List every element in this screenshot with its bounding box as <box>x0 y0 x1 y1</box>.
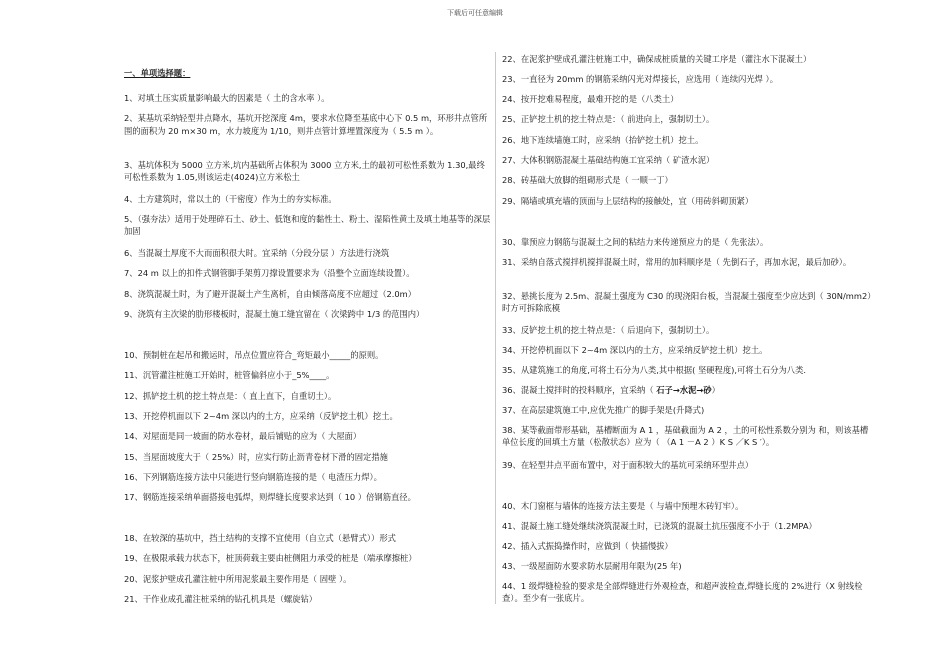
question-9: 9、浇筑有主次梁的肋形楼板时，混凝土施工缝宜留在（ 次梁跨中 1/3 的范围内） <box>124 309 425 319</box>
question-17: 17、钢筋连接采纳单面搭接电弧焊，则焊缝长度要求达到（ 10 ）倍钢筋直径。 <box>124 492 416 502</box>
question-42: 42、插入式振捣操作时，应做到（ 快插慢拔） <box>502 541 673 551</box>
question-11: 11、沉管灌注桩施工开始时，桩管偏斜应小于_5%____。 <box>124 370 335 380</box>
question-25: 25、正铲挖土机的挖土特点是：（ 前进向上，强制切土）。 <box>502 114 715 124</box>
question-36-prefix: 36、混凝土搅拌时的投料顺序，宜采纳（ <box>502 385 657 395</box>
question-28: 28、砖基础大放脚的组砌形式是（ 一顺一丁） <box>502 175 673 185</box>
question-40: 40、木门窗框与墙体的连接方法主要是（ 与墙中预埋木砖钉牢）。 <box>502 501 744 511</box>
question-10: 10、预制桩在起吊和搬运时，吊点位置应符合_弯矩最小_____的原则。 <box>124 350 384 360</box>
question-4: 4、土方建筑时，常以土的（干密度）作为土的夯实标准。 <box>124 194 337 204</box>
question-13: 13、开挖停机面以下 2~4m 深以内的土方，应采纳（反铲挖土机）挖土。 <box>124 411 398 421</box>
question-29: 29、隔墙或填充墙的顶面与上层结构的接触处，宜（用砖斜砌顶紧） <box>502 196 754 206</box>
question-26: 26、地下连续墙施工时，应采纳（抬铲挖土机）挖土。 <box>502 135 704 145</box>
question-27: 27、大体积钢筋混凝土基础结构施工宜采纳（ 矿渣水泥） <box>502 155 715 165</box>
question-36-suffix: ） <box>711 385 720 395</box>
question-44: 44、1 级焊缝检验的要求是全部焊缝进行外观检查，和超声波检查,焊缝长度的 2%进行（X 射线检查）。至少有一张底片。 <box>502 581 863 603</box>
question-39: 39、在轻型井点平面布置中，对于面积较大的基坑可采纳环型井点） <box>502 460 754 470</box>
question-6: 6、当混凝土厚度不大而面积很大时。宜采纳（分段分层 ）方法进行浇筑 <box>124 248 390 258</box>
question-18: 18、在较深的基坑中，挡土结构的支撑不宜使用（自立式（悬臂式））形式 <box>124 533 396 543</box>
column-divider <box>495 52 496 604</box>
question-31: 31、采纳自落式搅拌机搅拌混凝土时，常用的加料顺序是（ 先倒石子，再加水泥，最后加砂）。 <box>502 257 852 267</box>
question-30: 30、靠预应力钢筋与混凝土之间的粘结力来传递预应力的是（ 先张法）。 <box>502 237 769 247</box>
section-title: 一、单项选择题： <box>124 68 191 78</box>
question-22: 22、在泥浆护壁成孔灌注桩施工中，确保成桩质量的关键工序是（灌注水下混凝土） <box>502 54 812 64</box>
question-36 <box>502 384 874 396</box>
question-35: 35、从建筑施工的角度,可将土石分为八类,其中根据( 坚硬程度),可将土石分为八类. <box>502 365 807 375</box>
question-20: 20、泥浆护壁成孔灌注桩中所用泥浆最主要作用是（ 固壁 ）。 <box>124 574 352 584</box>
question-16: 16、下列钢筋连接方法中只能进行竖向钢筋连接的是（ 电渣压力焊）。 <box>124 472 382 482</box>
question-23: 23、一直径为 20mm 的钢筋采纳闪光对焊接长，应选用（ 连续闪光焊 ）。 <box>502 74 778 84</box>
question-2: 2、某基坑采纳轻型井点降水，基坑开挖深度 4m，要求水位降至基底中心下 0.5 m，环形井点管所围的面积为 20 m×30 m，水力坡度为 1/10，则井点管计算埋置深度为（ 5.5 m ）。 <box>124 113 488 136</box>
question-19: 19、在极限承载力状态下，桩顶荷载主要由桩侧阻力承受的桩是（端承摩擦桩） <box>124 553 417 563</box>
question-36-answer: 石子→水泥→砂 <box>656 385 712 395</box>
question-37: 37、在高层建筑施工中,应优先推广的脚手架是(升降式) <box>502 405 705 415</box>
question-33: 33、反铲挖土机的挖土特点是：（ 后退向下，强制切土）。 <box>502 325 715 335</box>
question-41: 41、混凝土施工缝处继续浇筑混凝土时，已浇筑的混凝土抗压强度不小于（1.2MPA） <box>502 521 817 531</box>
question-14: 14、对屋面是同一坡面的防水卷材，最后铺贴的应为（ 大屋面） <box>124 431 362 441</box>
question-7: 7、24 m 以上的扣件式钢管脚手架剪刀撑设置要求为（沿整个立面连续设置）。 <box>124 268 415 278</box>
question-8: 8、浇筑混凝土时，为了避开混凝土产生离析，自由倾落高度不应超过（2.0m） <box>124 289 417 299</box>
question-3: 3、基坑体积为 5000 立方米,坑内基础所占体积为 3000 立方米,土的最初可松性系数为 1.30,最终可松性系数为 1.05,则该运走(4024)立方米松土 <box>124 160 485 182</box>
question-15: 15、当屋面坡度大于（ 25%）时，应实行防止沥青卷材下滑的固定措施 <box>124 452 388 462</box>
question-24: 24、按开挖难易程度，最难开挖的是（八类土） <box>502 94 679 104</box>
question-32: 32、悬挑长度为 2.5m、混凝土强度为 C30 的现浇阳台板，当混凝土强度至少应达到（ 30N/mm2）时方可拆除底模 <box>502 291 872 313</box>
question-34: 34、开挖停机面以下 2~4m 深以内的土方，应采纳反铲挖土机）挖土。 <box>502 345 768 355</box>
question-38: 38、某等截面带形基础，基槽断面为 A 1 ，基础截面为 A 2 ，土的可松性系数分别为 和，则该基槽单位长度的回填土方量（松散状态）应为（ （A 1 －A 2 ）K S ／K S ′）。 <box>502 425 869 447</box>
question-12: 12、抓铲挖土机的挖土特点是：（ 直上直下，自重切土）。 <box>124 391 337 401</box>
question-5: 5、（强夯法）适用于处理碎石土、砂土、低饱和度的黏性土、粉土、湿陷性黄土及填土地基等的深层加固 <box>124 214 491 236</box>
question-21: 21、干作业成孔灌注桩采纳的钻孔机具是（螺旋钻） <box>124 594 318 604</box>
question-43: 43、一级屋面防水要求防水层耐用年限为(25 年) <box>502 561 682 571</box>
question-1: 1、对填土压实质量影响最大的因素是（ 土的含水率 ）。 <box>124 93 330 103</box>
page-header: 下载后可任意编辑 <box>447 9 503 17</box>
